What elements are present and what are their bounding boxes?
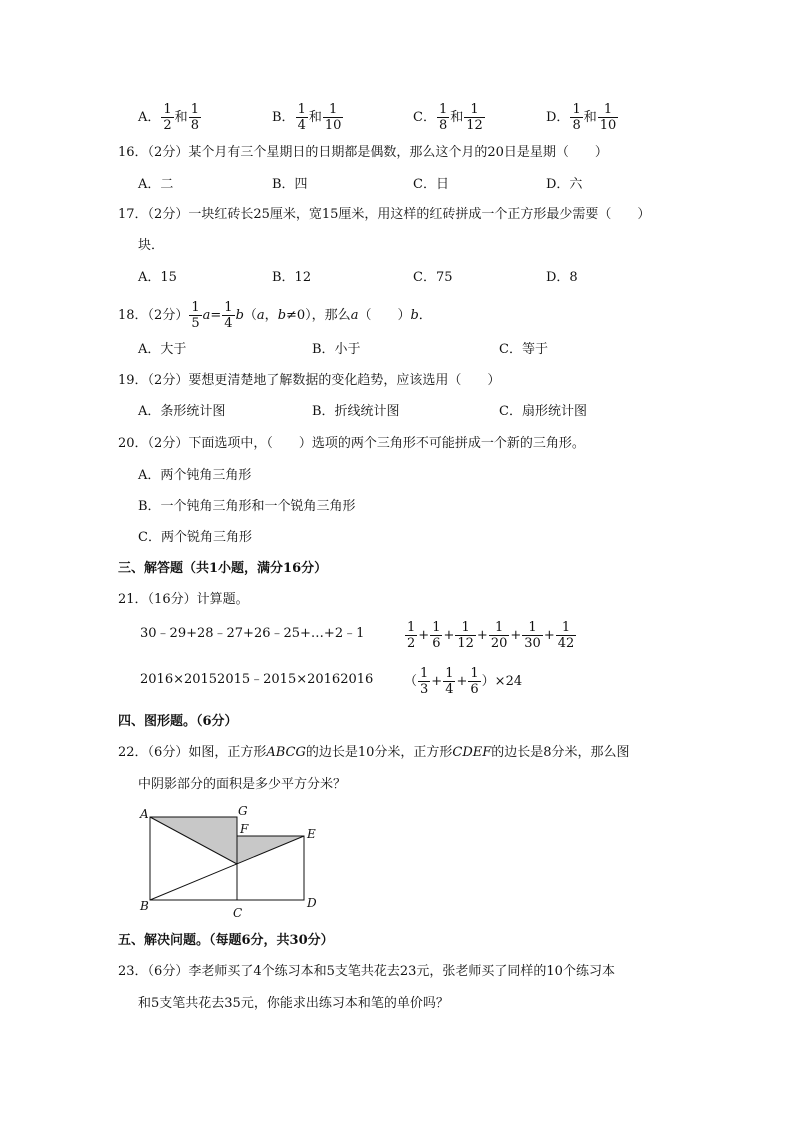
q22-diagram bbox=[130, 800, 330, 926]
q17-option-c: C．75 bbox=[413, 270, 453, 285]
fraction: $\frac{1}{4}$ bbox=[224, 300, 233, 331]
q19-option-b: B．折线统计图 bbox=[312, 404, 400, 419]
section-4-heading: 四、图形题。（6分） bbox=[118, 714, 238, 729]
q16-option-c: C．日 bbox=[413, 177, 449, 192]
q22-stem: 22．（6分）如图，正方形ABCG的边长是10分米，正方形CDEF的边长是8分米，那么图 bbox=[118, 745, 630, 760]
label-e: E bbox=[307, 827, 316, 841]
section-3-heading: 三、解答题（共1小题，满分16分） bbox=[118, 561, 328, 576]
q19-stem: 19．（2分）要想更清楚地了解数据的变化趋势，应该选用（ ） bbox=[118, 373, 501, 388]
q20-option-b: B．一个钝角三角形和一个锐角三角形 bbox=[138, 499, 356, 514]
q21-expression-4: （ $\frac{1}{3}$ + $\frac{1}{4}$ + $\frac{1}{6}$ ）×24 bbox=[404, 666, 523, 697]
q16-option-b: B．四 bbox=[272, 177, 308, 192]
q19-option-a: A．条形统计图 bbox=[138, 404, 226, 419]
fraction: $\frac{1}{4}$ bbox=[445, 666, 454, 697]
q17-stem-continued: 块． bbox=[138, 238, 165, 253]
label-d: D bbox=[307, 896, 317, 910]
option-label: D． bbox=[546, 110, 570, 125]
fraction: $\frac{1}{6}$ bbox=[432, 620, 441, 651]
q16-stem: 16．（2分）某个月有三个星期日的日期都是偶数，那么这个月的20日是星期（ ） bbox=[118, 145, 608, 160]
q21-expression-3: 2016×20152015﹣2015×20162016 bbox=[140, 672, 374, 687]
q16-option-a: A．二 bbox=[138, 177, 174, 192]
label-b: B bbox=[140, 899, 149, 913]
fraction: $\frac{1}{2}$ bbox=[407, 620, 416, 651]
q15-option-a: A． $\frac{1}{2}$ 和 $\frac{1}{8}$ bbox=[138, 102, 199, 133]
fraction: $\frac{1}{4}$ bbox=[297, 102, 306, 133]
fraction: $\frac{1}{12}$ bbox=[466, 102, 483, 133]
label-a: A bbox=[140, 807, 149, 821]
fraction: $\frac{1}{3}$ bbox=[420, 666, 429, 697]
fraction: $\frac{1}{8}$ bbox=[572, 102, 581, 133]
q20-option-a: A．两个钝角三角形 bbox=[138, 468, 252, 483]
q22-stem-continued: 中阴影部分的面积是多少平方分米？ bbox=[138, 777, 347, 792]
fraction: $\frac{1}{6}$ bbox=[470, 666, 479, 697]
q15-option-c: C． $\frac{1}{8}$ 和 $\frac{1}{12}$ bbox=[413, 102, 483, 133]
section-5-heading: 五、解决问题。（每题6分，共30分） bbox=[118, 933, 334, 948]
q17-option-a: A．15 bbox=[138, 270, 177, 285]
fraction: $\frac{1}{8}$ bbox=[190, 102, 199, 133]
fraction: $\frac{1}{30}$ bbox=[524, 620, 541, 651]
q15-option-b: B． $\frac{1}{4}$ 和 $\frac{1}{10}$ bbox=[272, 102, 342, 133]
q15-option-d: D． $\frac{1}{8}$ 和 $\frac{1}{10}$ bbox=[546, 102, 617, 133]
q16-option-d: D．六 bbox=[546, 177, 583, 192]
q21-stem: 21．（16分）计算题。 bbox=[118, 592, 249, 607]
q21-expression-2: $\frac{1}{2}$ + $\frac{1}{6}$ + $\frac{1}{12}$ + $\frac{1}{20}$ + $\frac{1}{30}$ + $\frac{1}{42}$ bbox=[407, 620, 575, 651]
label-g: G bbox=[238, 804, 248, 818]
fraction: $\frac{1}{20}$ bbox=[490, 620, 508, 651]
q23-stem-continued: 和5支笔共花去35元，你能求出练习本和笔的单价吗？ bbox=[138, 996, 449, 1011]
fraction: $\frac{1}{12}$ bbox=[457, 620, 474, 651]
fraction: $\frac{1}{2}$ bbox=[163, 102, 172, 133]
q18-option-a: A．大于 bbox=[138, 342, 187, 357]
q19-option-c: C．扇形统计图 bbox=[499, 404, 587, 419]
option-label: A． bbox=[138, 110, 161, 125]
q17-option-d: D．8 bbox=[546, 270, 578, 285]
q18-option-c: C．等于 bbox=[499, 342, 548, 357]
fraction: $\frac{1}{5}$ bbox=[191, 300, 200, 331]
fraction: $\frac{1}{8}$ bbox=[438, 102, 448, 133]
q20-stem: 20．（2分）下面选项中，（ ）选项的两个三角形不可能拼成一个新的三角形。 bbox=[118, 436, 585, 451]
q17-stem: 17．（2分）一块红砖长25厘米，宽15厘米，用这样的红砖拼成一个正方形最少需要（ ） bbox=[118, 207, 651, 222]
q18-stem: 18．（2分） $\frac{1}{5}$ a= $\frac{1}{4}$ b（a，b≠0），那么a（ ）b． bbox=[118, 300, 432, 331]
q20-option-c: C．两个锐角三角形 bbox=[138, 530, 252, 545]
fraction: $\frac{1}{10}$ bbox=[324, 102, 342, 133]
q21-expression-1: 30﹣29+28﹣27+26﹣25+…+2﹣1 bbox=[140, 626, 365, 641]
fraction: $\frac{1}{10}$ bbox=[599, 102, 617, 133]
label-c: C bbox=[233, 906, 243, 920]
option-label: B． bbox=[272, 110, 295, 125]
fraction: $\frac{1}{42}$ bbox=[557, 620, 575, 651]
q18-option-b: B．小于 bbox=[312, 342, 361, 357]
q17-option-b: B．12 bbox=[272, 270, 312, 285]
option-label: C． bbox=[413, 110, 436, 125]
q23-stem: 23．（6分）李老师买了4个练习本和5支笔共花去23元，张老师买了同样的10个练习本 bbox=[118, 964, 615, 979]
label-f: F bbox=[240, 822, 249, 836]
